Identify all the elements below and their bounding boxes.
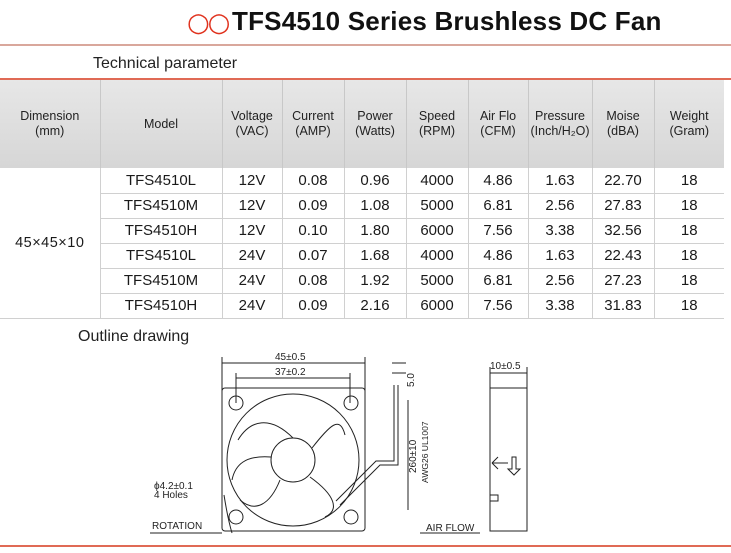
current-cell: 0.08 <box>282 268 344 293</box>
model-cell: TFS4510L <box>100 168 222 193</box>
column-header-unit: (Gram) <box>669 124 710 138</box>
current-cell: 0.08 <box>282 168 344 193</box>
outer-dimension: 45±0.5 <box>275 352 306 363</box>
airflow-cell: 4.86 <box>468 243 528 268</box>
weight-cell: 18 <box>654 168 724 193</box>
noise-cell: 22.43 <box>592 243 654 268</box>
column-header-unit: (RPM) <box>418 124 456 138</box>
power-cell: 1.68 <box>344 243 406 268</box>
thickness-dimension: 10±0.5 <box>490 361 521 372</box>
spec-table <box>0 80 724 319</box>
column-header <box>344 80 406 168</box>
rotation-label: ROTATION <box>152 521 203 532</box>
column-header-title: Moise <box>606 109 640 123</box>
pressure-cell: 3.38 <box>528 218 592 243</box>
voltage-cell: 24V <box>222 293 282 318</box>
current-cell: 0.10 <box>282 218 344 243</box>
column-header-unit: (Inch/H₂O) <box>530 124 590 138</box>
speed-cell: 6000 <box>406 293 468 318</box>
model-cell: TFS4510H <box>100 218 222 243</box>
column-header-unit: (VAC) <box>235 124 269 138</box>
voltage-cell: 24V <box>222 268 282 293</box>
column-header-title: Pressure <box>534 109 586 123</box>
table-row <box>0 243 724 268</box>
inner-dimension: 37±0.2 <box>275 367 306 378</box>
table-body <box>0 168 724 318</box>
column-header <box>222 80 282 168</box>
model-cell: TFS4510H <box>100 293 222 318</box>
current-cell: 0.09 <box>282 193 344 218</box>
column-header <box>0 80 100 168</box>
airflow-cell: 7.56 <box>468 293 528 318</box>
wire-spec: AWG26 UL1007 <box>420 421 430 483</box>
column-header <box>468 80 528 168</box>
column-header-title: Speed <box>418 109 456 123</box>
weight-cell: 18 <box>654 193 724 218</box>
speed-cell: 6000 <box>406 218 468 243</box>
noise-cell: 32.56 <box>592 218 654 243</box>
corner-hole <box>229 510 243 524</box>
column-header <box>654 80 724 168</box>
tab-dimension: 5.0 <box>406 373 417 387</box>
power-cell: 1.08 <box>344 193 406 218</box>
weight-cell: 18 <box>654 268 724 293</box>
speed-cell: 4000 <box>406 243 468 268</box>
pressure-cell: 1.63 <box>528 243 592 268</box>
noise-cell: 31.83 <box>592 293 654 318</box>
noise-cell: 27.83 <box>592 193 654 218</box>
table-row <box>0 293 724 318</box>
column-header-title: Air Flo <box>479 109 517 123</box>
page-bottom-rule <box>0 545 731 547</box>
hole-count: 4 Holes <box>154 490 188 501</box>
voltage-cell: 12V <box>222 168 282 193</box>
table-header-row <box>0 80 724 168</box>
pressure-cell: 3.38 <box>528 293 592 318</box>
speed-cell: 4000 <box>406 168 468 193</box>
dimension-cell: 45×45×10 <box>0 168 100 318</box>
airflow-cell: 6.81 <box>468 193 528 218</box>
table-row <box>0 218 724 243</box>
airflow-cell: 6.81 <box>468 268 528 293</box>
voltage-cell: 12V <box>222 218 282 243</box>
column-header-title: Current <box>292 109 334 123</box>
weight-cell: 18 <box>654 243 724 268</box>
noise-cell: 27.23 <box>592 268 654 293</box>
column-header-unit: (CFM) <box>480 124 516 138</box>
title-bar <box>0 0 731 46</box>
technical-parameter-heading: Technical parameter <box>93 55 238 72</box>
voltage-cell: 12V <box>222 193 282 218</box>
title-underline <box>0 44 731 46</box>
weight-cell: 18 <box>654 293 724 318</box>
current-cell: 0.07 <box>282 243 344 268</box>
column-header-title: Model <box>143 116 179 131</box>
pressure-cell: 2.56 <box>528 193 592 218</box>
column-header-title: Power <box>357 109 393 123</box>
column-header <box>528 80 592 168</box>
weight-cell: 18 <box>654 218 724 243</box>
column-header-unit: (AMP) <box>295 124 331 138</box>
noise-cell: 22.70 <box>592 168 654 193</box>
fan-hub <box>271 438 315 482</box>
power-cell: 0.96 <box>344 168 406 193</box>
lead-length: 260±10 <box>408 439 419 473</box>
table-row <box>0 168 724 193</box>
airflow-cell: 4.86 <box>468 168 528 193</box>
column-header <box>406 80 468 168</box>
corner-hole <box>344 510 358 524</box>
column-header <box>592 80 654 168</box>
corner-hole <box>344 396 358 410</box>
model-cell: TFS4510L <box>100 243 222 268</box>
speed-cell: 5000 <box>406 193 468 218</box>
power-cell: 2.16 <box>344 293 406 318</box>
outline-drawing-heading: Outline drawing <box>78 328 190 345</box>
airflow-cell: 7.56 <box>468 218 528 243</box>
table-row <box>0 193 724 218</box>
fan-frame <box>222 388 365 531</box>
column-header-unit: (dBA) <box>607 124 639 138</box>
model-cell: TFS4510M <box>100 193 222 218</box>
column-header <box>282 80 344 168</box>
column-header-title: Voltage <box>231 109 273 123</box>
page-title: TFS4510 Series Brushless DC Fan <box>232 6 662 36</box>
column-header-unit: (mm) <box>35 124 65 138</box>
speed-cell: 5000 <box>406 268 468 293</box>
title-marks: ○○ <box>187 8 229 38</box>
table-row <box>0 268 724 293</box>
column-header-title: Dimension <box>20 109 80 123</box>
outline-drawing <box>140 345 560 545</box>
pressure-cell: 2.56 <box>528 268 592 293</box>
power-cell: 1.92 <box>344 268 406 293</box>
hole-size: ϕ4.2±0.1 <box>154 481 193 492</box>
column-header <box>100 80 222 168</box>
column-header-unit: (Watts) <box>355 124 395 138</box>
current-cell: 0.09 <box>282 293 344 318</box>
column-header-title: Weight <box>669 109 709 123</box>
power-cell: 1.80 <box>344 218 406 243</box>
model-cell: TFS4510M <box>100 268 222 293</box>
pressure-cell: 1.63 <box>528 168 592 193</box>
voltage-cell: 24V <box>222 243 282 268</box>
air-flow-label: AIR FLOW <box>426 523 475 534</box>
